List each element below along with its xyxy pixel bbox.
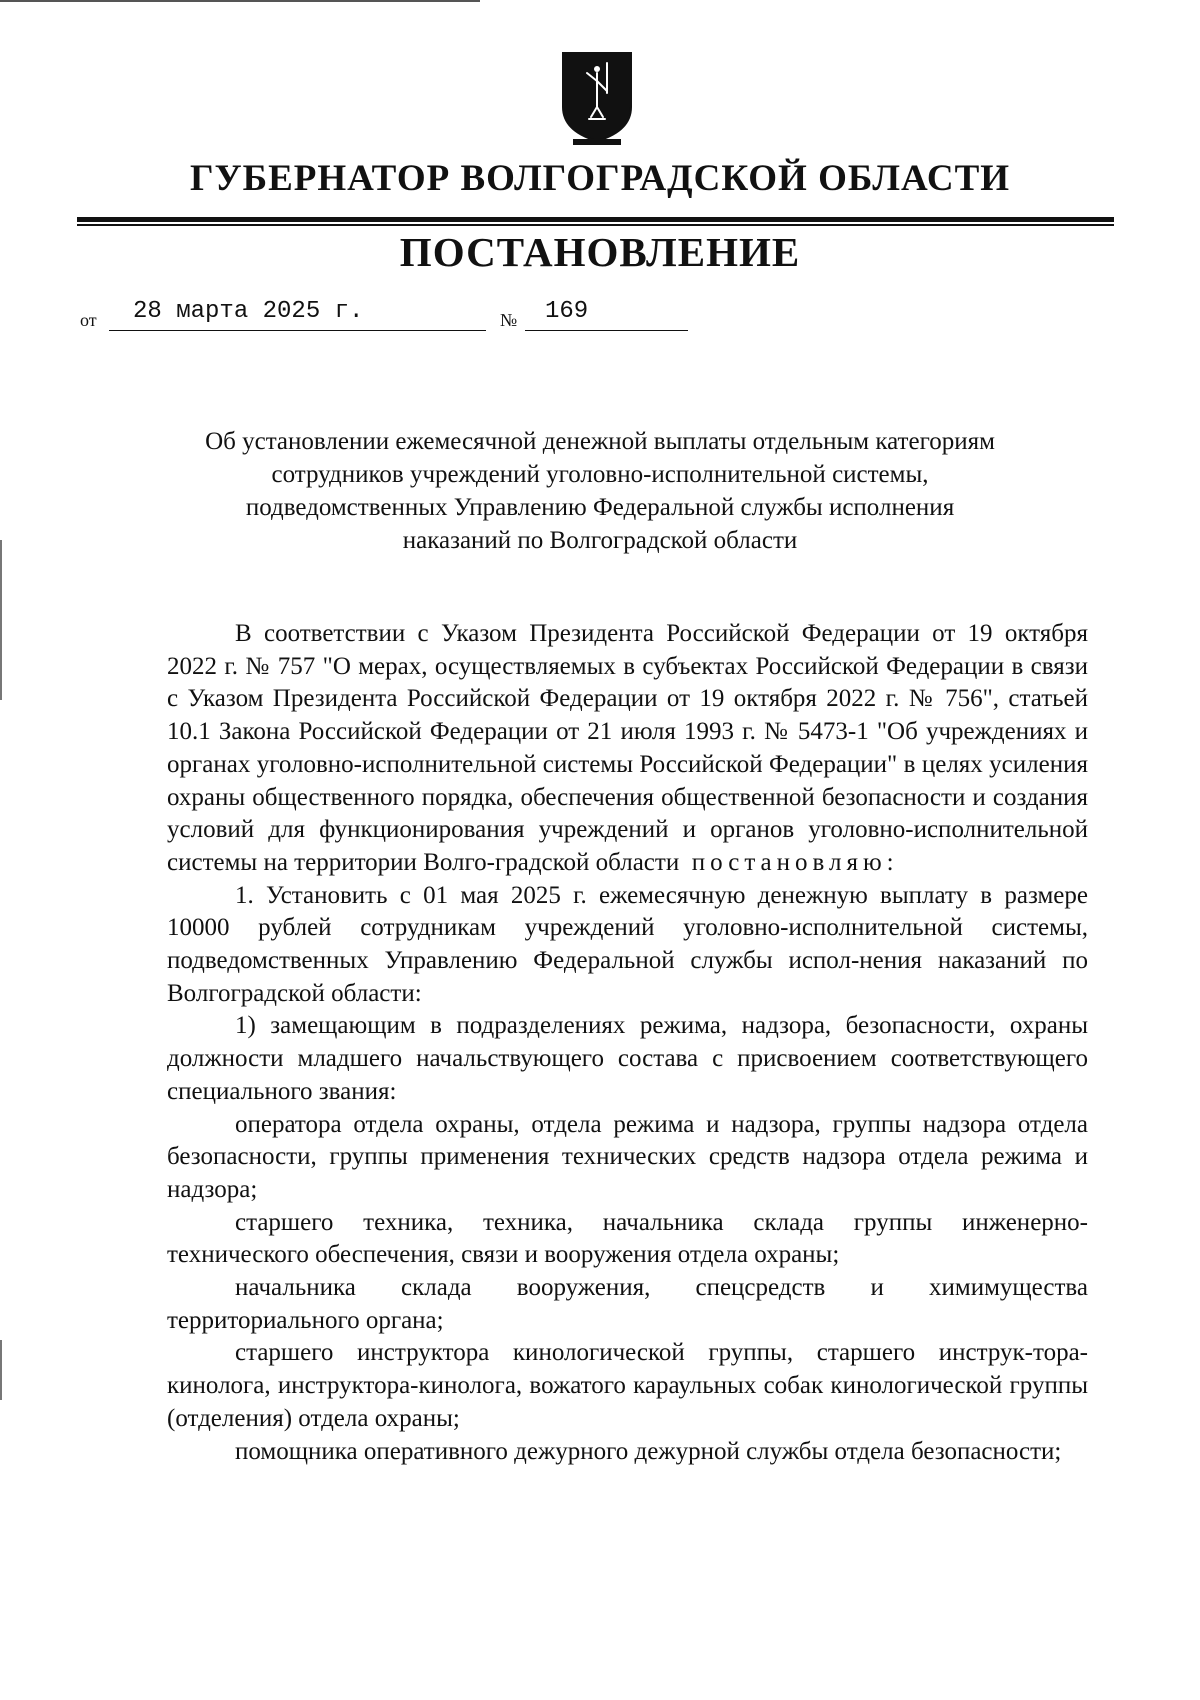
subject-line: наказаний по Волгоградской области: [402, 527, 798, 554]
issuer-title: ГУБЕРНАТОР ВОЛГОГРАДСКОЙ ОБЛАСТИ: [189, 158, 1011, 199]
scan-edge-line: [0, 0, 480, 2]
document-subject: [100, 425, 1100, 557]
number-underline: [525, 330, 688, 331]
document-type: ПОСТАНОВЛЕНИЕ: [399, 229, 801, 275]
header-rule-thin: [77, 224, 1114, 226]
body-paragraph: начальника склада вооружения, спецсредств и химимущества территориального органа;: [167, 1274, 1088, 1334]
body-paragraph: 1) замещающим в подразделениях режима, надзора, безопасности, охраны должности младшего начальствующего состава с присвоением соответствующего специального звания:: [167, 1012, 1088, 1105]
subject-line: подведомственных Управлению Федеральной службы исполнения: [245, 494, 955, 521]
body-paragraph: старшего техника, техника, начальника склада группы инженерно-технического обеспечения, связи и вооружения отдела охраны;: [167, 1208, 1088, 1269]
date-underline: [109, 330, 486, 331]
preamble-text: В соответствии с Указом Президента Российской Федерации от 19 октября 2022 г. № 757 "О мерах, осуществляемых в субъектах Российской Федерации в связи с Указом Президента Российской Федерации от 19 октября 2022 г. № 756", статьей 10.1 Закона Российской Федерации от 21 июля 1993 г. № 5473-1 "Об учреждениях и органах уголовно-исполнительной системы Российской Федерации" в целях усиления охраны общественного порядка, обеспечения общественной безопасности и создания условий для функционирования учреждений и органов уголовно-исполнительной системы на территории Волго-градской области: [167, 620, 1088, 876]
number-label: №: [500, 310, 518, 330]
subject-line: сотрудников учреждений уголовно-исполнительной системы,: [271, 461, 929, 488]
body-paragraph: помощника оперативного дежурного дежурной службы отдела безопасности;: [235, 1437, 1062, 1465]
resolve-word: постановляю:: [691, 848, 899, 876]
header-rule: [77, 217, 1114, 222]
document-number: 169: [545, 298, 589, 325]
date-label: от: [80, 310, 97, 330]
preamble-paragraph: [167, 618, 1088, 880]
document-date: 28 марта 2025 г.: [133, 298, 364, 325]
body-paragraph: старшего инструктора кинологической группы, старшего инструк-тора-кинолога, инструктора-кинолога, вожатого караульных собак кинологической группы (отделения) отдела охраны;: [167, 1339, 1088, 1432]
body-paragraph: 1. Установить с 01 мая 2025 г. ежемесячную денежную выплату в размере 10000 рублей сотрудникам учреждений уголовно-исполнительной системы, подведомственных Управлению Федеральной службы испол-нения наказаний по Волгоградской области:: [167, 881, 1088, 1007]
date-number-row: [0, 296, 1200, 340]
scan-edge-mark: [0, 1340, 2, 1400]
volgograd-coat-of-arms-icon: [557, 47, 637, 147]
scan-edge-mark: [0, 540, 2, 700]
body-paragraph: оператора отдела охраны, отдела режима и надзора, группы надзора отдела безопасности, группы применения технических средств надзора отдела режима и надзора;: [167, 1110, 1088, 1203]
document-body: [167, 618, 1088, 1468]
subject-line: Об установлении ежемесячной денежной выплаты отдельным категориям: [205, 428, 995, 455]
